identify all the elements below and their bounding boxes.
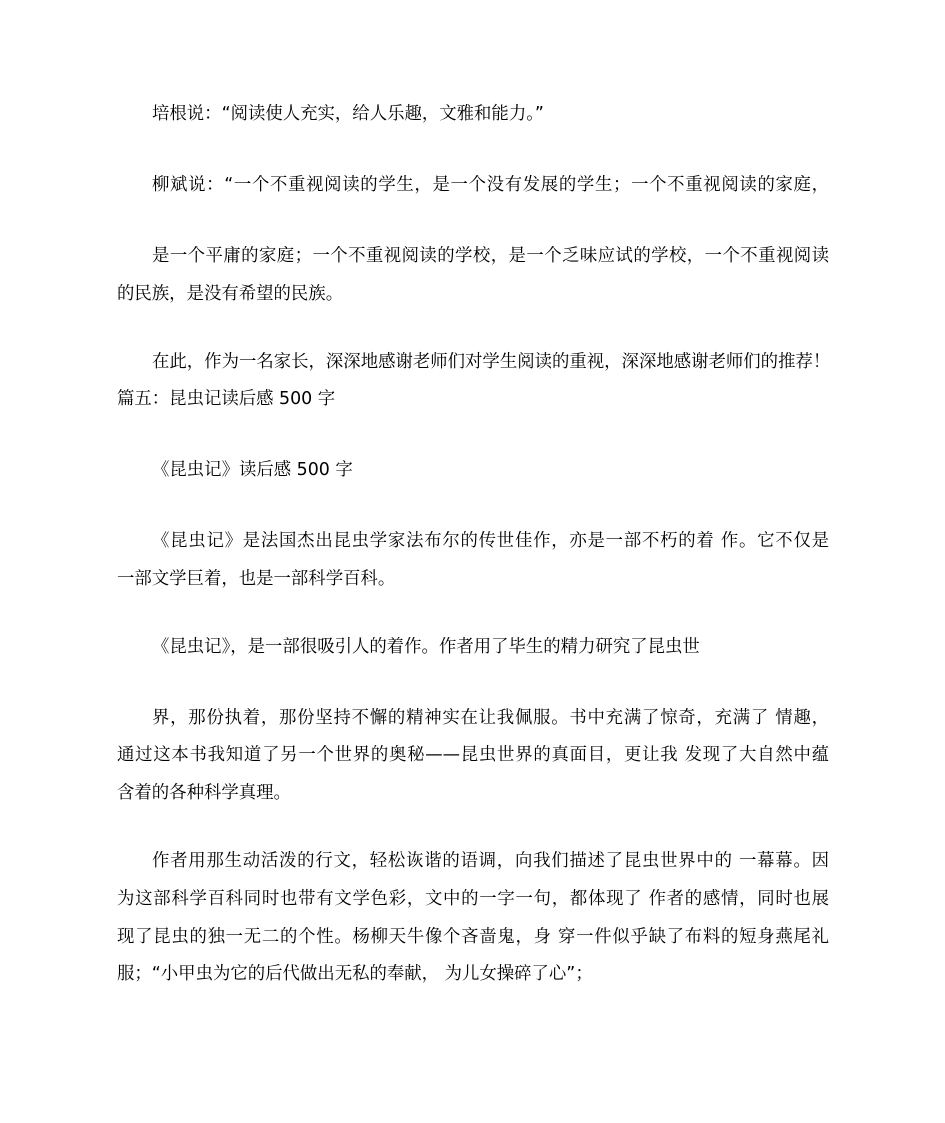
paragraph-bacon-quote: 培根说：“阅读使人充实，给人乐趣，文雅和能力。”	[152, 104, 544, 124]
paragraph-liubin-quote-line-3: 的民族，是没有希望的民族。	[117, 284, 344, 304]
paragraph-style-line-1: 作者用那生动活泼的行文，轻松诙谐的语调，向我们描述了昆虫世界中的 一幕幕。因	[152, 851, 829, 871]
paragraph-intro-line-2: 一部文学巨着，也是一部科学百科。	[117, 569, 396, 589]
section-heading: 篇五：昆虫记读后感 500 字	[117, 389, 336, 409]
paragraph-liubin-quote-line-1: 柳斌说：“一个不重视阅读的学生，是一个没有发展的学生；一个不重视阅读的家庭，	[152, 175, 829, 195]
paragraph-attraction-line-2: 界，那份执着，那份坚持不懈的精神实在让我佩服。书中充满了惊奇，充满了 情趣，	[152, 708, 829, 728]
paragraph-thanks: 在此，作为一名家长，深深地感谢老师们对学生阅读的重视，深深地感谢老师们的推荐！	[152, 352, 831, 372]
paragraph-style-line-4: 服；“小甲虫为它的后代做出无私的奉献， 为儿女操碎了心”；	[117, 964, 593, 984]
paragraph-style-line-2: 为这部科学百科同时也带有文学色彩，文中的一字一句，都体现了 作者的感情，同时也展	[117, 889, 829, 909]
paragraph-liubin-quote-line-2: 是一个平庸的家庭；一个不重视阅读的学校，是一个乏味应试的学校，一个不重视阅读	[152, 246, 829, 266]
paragraph-attraction-line-1: 《昆虫记》，是一部很吸引人的着作。作者用了毕生的精力研究了昆虫世	[152, 637, 700, 657]
paragraph-attraction-line-4: 含着的各种科学真理。	[117, 783, 291, 803]
paragraph-intro-line-1: 《昆虫记》是法国杰出昆虫学家法布尔的传世佳作，亦是一部不朽的着 作。它不仅是	[152, 531, 829, 551]
paragraph-style-line-3: 现了昆虫的独一无二的个性。杨柳天牛像个吝啬鬼，身 穿一件似乎缺了布料的短身燕尾礼	[117, 927, 829, 947]
paragraph-attraction-line-3: 通过这本书我知道了另一个世界的奥秘——昆虫世界的真面目，更让我 发现了大自然中蕴	[117, 745, 829, 765]
article-title: 《昆虫记》读后感 500 字	[152, 460, 353, 480]
